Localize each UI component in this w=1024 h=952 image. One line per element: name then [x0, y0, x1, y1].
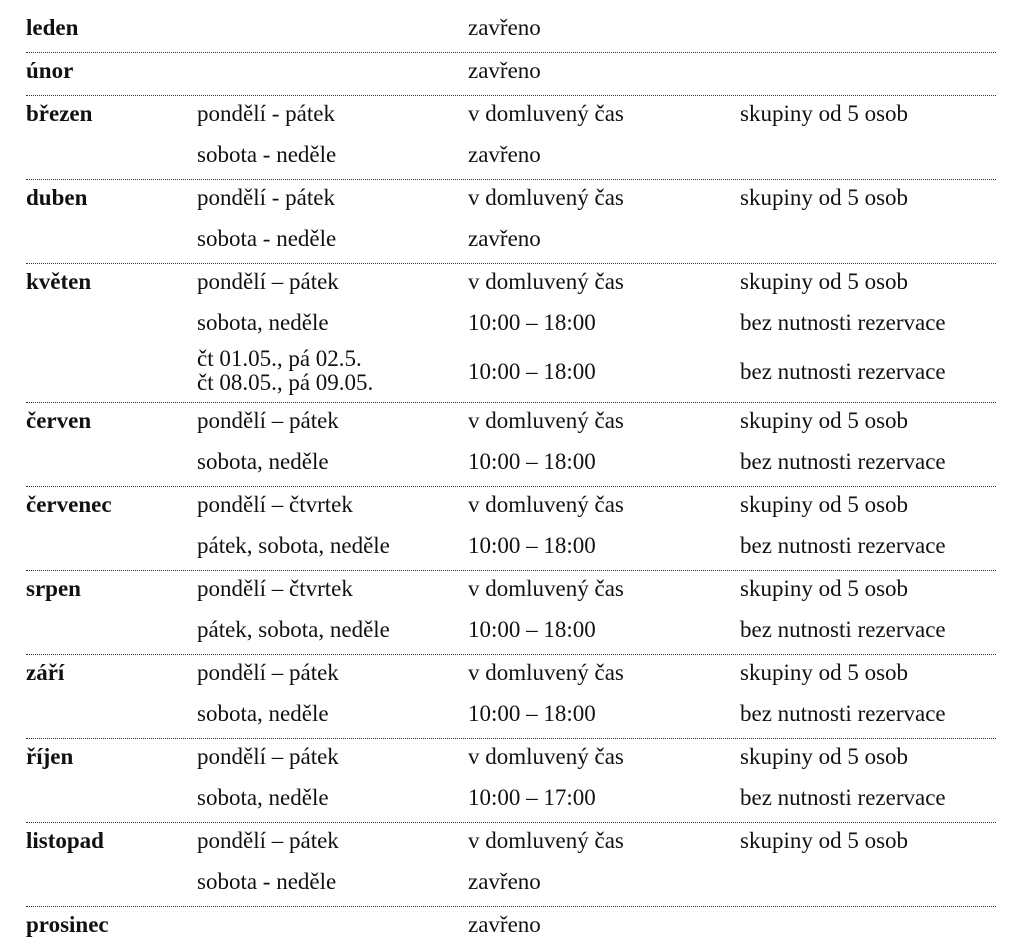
month-name: květen [26, 269, 92, 294]
days-cell: sobota - neděle [197, 226, 337, 251]
month-section [26, 739, 996, 823]
schedule-row [26, 305, 996, 346]
note-cell: skupiny od 5 osob [740, 185, 909, 210]
hours-cell: zavřeno [468, 15, 541, 40]
schedule-row [26, 655, 996, 696]
month-name: srpen [26, 576, 81, 601]
schedule-row [26, 487, 996, 528]
month-section [26, 264, 996, 403]
month-section [26, 96, 996, 180]
hours-cell: zavřeno [468, 226, 541, 251]
note-cell: skupiny od 5 osob [740, 492, 909, 517]
month-section [26, 823, 996, 907]
month-name: prosinec [26, 912, 109, 937]
schedule-row [26, 346, 996, 401]
month-section [26, 655, 996, 739]
hours-cell: 10:00 – 18:00 [468, 359, 596, 384]
note-cell: skupiny od 5 osob [740, 828, 909, 853]
note-cell: bez nutnosti rezervace [740, 359, 946, 384]
month-section [26, 180, 996, 264]
hours-cell: v domluvený čas [468, 576, 624, 601]
note-cell: bez nutnosti rezervace [740, 533, 946, 558]
days-cell: pondělí - pátek [197, 101, 335, 126]
schedule-row [26, 137, 996, 178]
note-cell: skupiny od 5 osob [740, 269, 909, 294]
month-name: únor [26, 58, 74, 83]
hours-cell: zavřeno [468, 912, 541, 937]
schedule-row [26, 96, 996, 137]
schedule-row [26, 221, 996, 262]
note-cell: skupiny od 5 osob [740, 660, 909, 685]
hours-cell: v domluvený čas [468, 185, 624, 210]
month-section [26, 487, 996, 571]
schedule-row [26, 264, 996, 305]
hours-cell: v domluvený čas [468, 828, 624, 853]
hours-cell: 10:00 – 18:00 [468, 701, 596, 726]
schedule-row [26, 528, 996, 569]
month-name: září [26, 660, 65, 685]
hours-cell: v domluvený čas [468, 408, 624, 433]
hours-cell: zavřeno [468, 142, 541, 167]
month-name: říjen [26, 744, 74, 769]
schedule-row [26, 907, 996, 948]
note-cell: skupiny od 5 osob [740, 101, 909, 126]
month-section [26, 53, 996, 96]
schedule-row [26, 739, 996, 780]
note-cell: bez nutnosti rezervace [740, 449, 946, 474]
note-cell: bez nutnosti rezervace [740, 310, 946, 335]
hours-cell: 10:00 – 18:00 [468, 533, 596, 558]
hours-cell: zavřeno [468, 58, 541, 83]
note-cell: skupiny od 5 osob [740, 576, 909, 601]
hours-cell: zavřeno [468, 869, 541, 894]
days-cell: pondělí – pátek [197, 828, 339, 853]
days-cell: pondělí – pátek [197, 408, 339, 433]
month-section [26, 10, 996, 53]
schedule-row [26, 180, 996, 221]
month-name: duben [26, 185, 88, 210]
hours-cell: v domluvený čas [468, 101, 624, 126]
days-cell: čt 01.05., pá 02.5. čt 08.05., pá 09.05. [197, 346, 374, 395]
hours-cell: 10:00 – 18:00 [468, 617, 596, 642]
month-name: červenec [26, 492, 112, 517]
days-cell: pondělí – pátek [197, 269, 339, 294]
days-cell: pondělí – čtvrtek [197, 576, 353, 601]
note-cell: bez nutnosti rezervace [740, 785, 946, 810]
days-cell: pátek, sobota, neděle [197, 617, 390, 642]
schedule-row [26, 780, 996, 821]
schedule-row [26, 864, 996, 905]
days-cell: pondělí – pátek [197, 744, 339, 769]
month-name: březen [26, 101, 93, 126]
schedule-row [26, 444, 996, 485]
hours-cell: 10:00 – 17:00 [468, 785, 596, 810]
schedule-row [26, 403, 996, 444]
days-cell: sobota, neděle [197, 310, 329, 335]
hours-cell: v domluvený čas [468, 744, 624, 769]
hours-cell: 10:00 – 18:00 [468, 449, 596, 474]
month-name: listopad [26, 828, 104, 853]
schedule-row [26, 571, 996, 612]
month-name: červen [26, 408, 92, 433]
hours-cell: 10:00 – 18:00 [468, 310, 596, 335]
schedule-row [26, 696, 996, 737]
month-name: leden [26, 15, 79, 40]
month-section [26, 907, 996, 949]
days-cell: pátek, sobota, neděle [197, 533, 390, 558]
days-cell: pondělí – čtvrtek [197, 492, 353, 517]
month-section [26, 571, 996, 655]
schedule-row [26, 10, 996, 51]
note-cell: skupiny od 5 osob [740, 744, 909, 769]
days-cell: sobota - neděle [197, 142, 337, 167]
note-cell: bez nutnosti rezervace [740, 617, 946, 642]
hours-cell: v domluvený čas [468, 492, 624, 517]
month-section [26, 403, 996, 487]
hours-cell: v domluvený čas [468, 660, 624, 685]
days-cell: pondělí - pátek [197, 185, 335, 210]
schedule-row [26, 53, 996, 94]
schedule-row [26, 612, 996, 653]
days-cell: sobota - neděle [197, 869, 337, 894]
days-cell: pondělí – pátek [197, 660, 339, 685]
schedule-row [26, 823, 996, 864]
days-cell: sobota, neděle [197, 449, 329, 474]
note-cell: bez nutnosti rezervace [740, 701, 946, 726]
note-cell: skupiny od 5 osob [740, 408, 909, 433]
hours-cell: v domluvený čas [468, 269, 624, 294]
days-cell: sobota, neděle [197, 701, 329, 726]
days-cell: sobota, neděle [197, 785, 329, 810]
